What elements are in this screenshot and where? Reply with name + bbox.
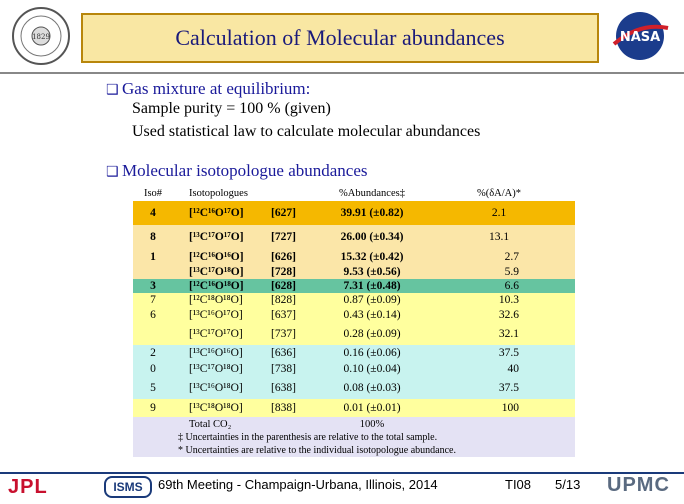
cell-abundance: 0.87 (±0.09) <box>321 293 423 307</box>
cell-code: [636] <box>271 345 321 361</box>
cell-iso: 2 <box>133 345 173 361</box>
cell-iso: 9 <box>133 399 173 417</box>
cell-uncertainty: 37.5 <box>423 345 575 361</box>
cell-formula: [¹²C¹⁶O¹⁶O] <box>173 249 271 265</box>
cell-code: [627] <box>271 201 321 225</box>
cell-iso: 1 <box>133 249 173 265</box>
total-value: 100% <box>321 417 423 431</box>
cell-code: [626] <box>271 249 321 265</box>
page-title <box>81 13 599 63</box>
header-abundance: %Abundances‡ <box>339 187 405 199</box>
footer-page-number: 5/13 <box>555 477 581 492</box>
footnote-2: * Uncertainties are relative to the individual isotopologue abundance. <box>133 444 575 457</box>
cell-iso: 8 <box>133 225 173 249</box>
cell-code: [628] <box>271 279 321 293</box>
table-row <box>133 399 575 417</box>
table-row <box>133 293 575 307</box>
cell-uncertainty: 6.6 <box>423 279 575 293</box>
table-total-row <box>133 417 575 431</box>
table-row <box>133 249 575 265</box>
title-text: Calculation of Molecular abundances <box>175 25 505 50</box>
table-row <box>133 361 575 377</box>
header-code <box>271 185 321 201</box>
bullet-box-icon: ❑ <box>106 82 119 98</box>
cell-formula: [¹²C¹⁶O¹⁷O] <box>173 201 271 225</box>
cell-code: [737] <box>271 323 321 345</box>
cell-formula: [¹³C¹⁸O¹⁸O] <box>173 399 271 417</box>
header-divider <box>0 72 684 74</box>
header-uncertainty: %(δA/A)* <box>476 187 522 199</box>
cell-abundance: 9.53 (±0.56) <box>321 265 423 279</box>
table-row <box>133 307 575 323</box>
table-footnote-row <box>133 431 575 444</box>
cell-abundance: 26.00 (±0.34) <box>321 225 423 249</box>
cell-uncertainty: 2.7 <box>423 249 575 265</box>
header-isotopologues: Isotopologues <box>189 187 248 199</box>
cell-formula: [¹²C¹⁶O¹⁸O] <box>173 279 271 293</box>
table-row <box>133 265 575 279</box>
section-heading: Gas mixture at equilibrium: <box>122 79 311 98</box>
footer-divider <box>0 472 684 474</box>
cell-abundance: 15.32 (±0.42) <box>321 249 423 265</box>
cell-code: [728] <box>271 265 321 279</box>
cell-uncertainty: 37.5 <box>423 377 575 399</box>
cell-uncertainty: 32.1 <box>423 323 575 345</box>
cell-iso: 4 <box>133 201 173 225</box>
cell-abundance: 7.31 (±0.48) <box>321 279 423 293</box>
section-line-2: Used statistical law to calculate molecular abundances <box>132 123 481 140</box>
section-isotopologue <box>106 161 368 181</box>
cell-uncertainty: 5.9 <box>423 265 575 279</box>
cell-uncertainty: 13.1 <box>423 225 575 249</box>
cell-iso: 0 <box>133 361 173 377</box>
isms-logo: ISMS <box>104 476 152 498</box>
cell-formula: [¹³C¹⁶O¹⁷O] <box>173 307 271 323</box>
cell-code: [828] <box>271 293 321 307</box>
cell-code: [638] <box>271 377 321 399</box>
cell-formula: [¹³C¹⁷O¹⁷O] <box>173 323 271 345</box>
table-row <box>133 377 575 399</box>
total-label: Total CO₂ <box>173 417 271 431</box>
university-seal-icon <box>6 6 76 66</box>
table-footnote-row <box>133 444 575 457</box>
cell-abundance: 0.28 (±0.09) <box>321 323 423 345</box>
cell-formula: [¹³C¹⁶O¹⁸O] <box>173 377 271 399</box>
cell-uncertainty: 2.1 <box>423 201 575 225</box>
cell-iso <box>133 323 173 345</box>
section-heading: Molecular isotopologue abundances <box>122 161 368 180</box>
svg-text:NASA: NASA <box>619 30 661 45</box>
header-iso: Iso# <box>143 187 163 199</box>
cell-formula: [¹³C¹⁷O¹⁸O] <box>173 265 271 279</box>
cell-abundance: 0.43 (±0.14) <box>321 307 423 323</box>
table-row <box>133 279 575 293</box>
cell-abundance: 0.01 (±0.01) <box>321 399 423 417</box>
cell-formula: [¹³C¹⁷O¹⁷O] <box>173 225 271 249</box>
footnote-1: ‡ Uncertainties in the parenthesis are relative to the total sample. <box>133 431 575 444</box>
table-row <box>133 201 575 225</box>
cell-iso <box>133 265 173 279</box>
cell-code: [838] <box>271 399 321 417</box>
footer-meeting: 69th Meeting - Champaign-Urbana, Illinois, 2014 <box>158 477 438 492</box>
section-gas-mixture <box>106 79 310 99</box>
section-line-1: Sample purity = 100 % (given) <box>132 100 331 117</box>
cell-abundance: 0.08 (±0.03) <box>321 377 423 399</box>
cell-abundance: 39.91 (±0.82) <box>321 201 423 225</box>
cell-code: [637] <box>271 307 321 323</box>
upmc-logo: UPMC <box>607 474 670 496</box>
table-header-row <box>133 185 575 201</box>
jpl-logo: JPL <box>8 476 48 498</box>
cell-iso: 6 <box>133 307 173 323</box>
cell-uncertainty: 10.3 <box>423 293 575 307</box>
cell-code: [738] <box>271 361 321 377</box>
nasa-logo-icon <box>606 8 674 64</box>
svg-text:1829: 1829 <box>32 33 50 41</box>
cell-abundance: 0.16 (±0.06) <box>321 345 423 361</box>
footer-session: TI08 <box>505 477 532 492</box>
cell-iso: 7 <box>133 293 173 307</box>
cell-abundance: 0.10 (±0.04) <box>321 361 423 377</box>
cell-formula: [¹²C¹⁸O¹⁸O] <box>173 293 271 307</box>
cell-uncertainty: 32.6 <box>423 307 575 323</box>
cell-formula: [¹³C¹⁷O¹⁸O] <box>173 361 271 377</box>
table-row <box>133 225 575 249</box>
table-row <box>133 345 575 361</box>
cell-uncertainty: 100 <box>423 399 575 417</box>
table-row <box>133 323 575 345</box>
abundance-table <box>133 185 575 457</box>
cell-uncertainty: 40 <box>423 361 575 377</box>
cell-iso: 5 <box>133 377 173 399</box>
cell-code: [727] <box>271 225 321 249</box>
cell-iso: 3 <box>133 279 173 293</box>
cell-formula: [¹³C¹⁶O¹⁶O] <box>173 345 271 361</box>
bullet-box-icon: ❑ <box>106 164 119 180</box>
